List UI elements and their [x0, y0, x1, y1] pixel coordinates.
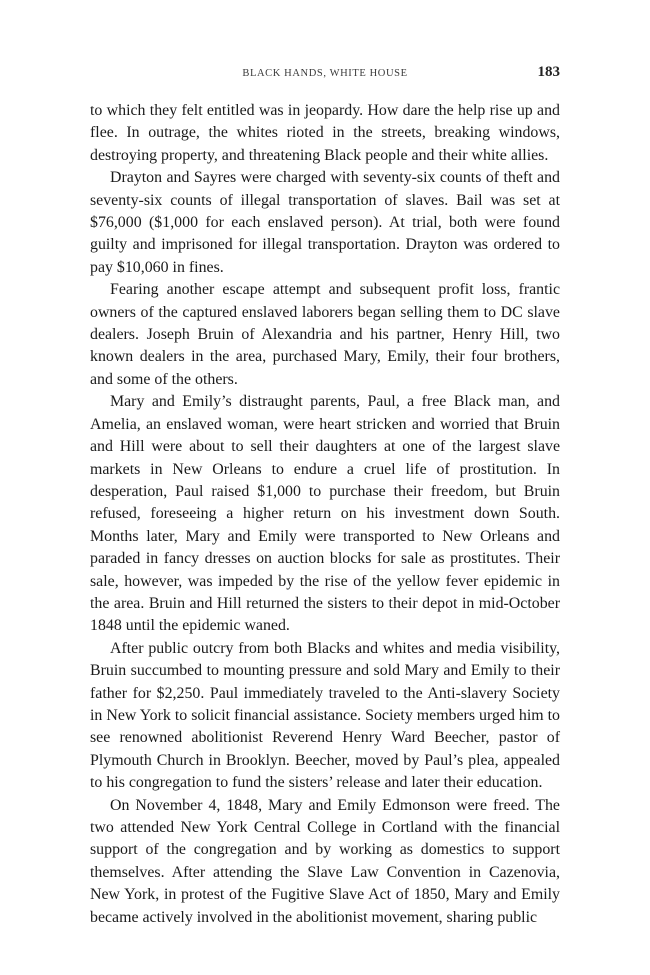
page-header [90, 64, 560, 86]
paragraph: Drayton and Sayres were charged with seventy-six counts of theft and seventy-six counts of illegal transportation of slaves. Bail was set at $76,000 ($1,000 for each enslaved person). At trial, both were found guilty and imprisoned for illegal transportation. Drayton was ordered to pay $10,060 in fines. [90, 169, 560, 276]
body-text [90, 100, 560, 929]
paragraph: On November 4, 1848, Mary and Emily Edmonson were freed. The two attended New York Central College in Cortland with the financial support of the congregation and by working as domestics to support themselves. After attending the Slave Law Convention in Cazenovia, New York, in protest of the Fugitive Slave Act of 1850, Mary and Emily became actively involved in the abolitionist movement, sharing public [90, 796, 560, 926]
paragraph: After public outcry from both Blacks and whites and media visibility, Bruin succumbed to mounting pressure and sold Mary and Emily to their father for $2,250. Paul immediately traveled to the Anti-slavery Society in New York to solicit financial assistance. Society members urged him to see renowned abolitionist Reverend Henry Ward Beecher, pastor of Plymouth Church in Brooklyn. Beecher, moved by Paul’s plea, appealed to his congregation to fund the sisters’ release and later their education. [90, 639, 560, 792]
running-head: BLACK HANDS, WHITE HOUSE [242, 68, 408, 79]
paragraph: Fearing another escape attempt and subsequent profit loss, frantic owners of the captured enslaved laborers began selling them to DC slave dealers. Joseph Bruin of Alexandria and his partner, Henry Hill, two known dealers in the area, purchased Mary, Emily, their four brothers, and some of the others. [90, 281, 560, 388]
paragraph-continued: to which they felt entitled was in jeopardy. How dare the help rise up and flee. In outrage, the whites rioted in the streets, breaking windows, destroying property, and threatening Black people and their white allies. [90, 102, 560, 164]
paragraph: Mary and Emily’s distraught parents, Paul, a free Black man, and Amelia, an enslaved woman, were heart stricken and worried that Bruin and Hill were about to sell their daughters at one of the largest slave markets in New Orleans to endure a cruel life of prostitution. In desperation, Paul raised $1,000 to purchase their freedom, but Bruin refused, foreseeing a higher return on his investment down South. Months later, Mary and Emily were transported to New Orleans and paraded in fancy dresses on auction blocks for sale as prostitutes. Their sale, however, was impeded by the rise of the yellow fever epidemic in the area. Bruin and Hill returned the sisters to their depot in mid-October 1848 until the epidemic waned. [90, 393, 560, 635]
page-number: 183 [537, 64, 560, 80]
